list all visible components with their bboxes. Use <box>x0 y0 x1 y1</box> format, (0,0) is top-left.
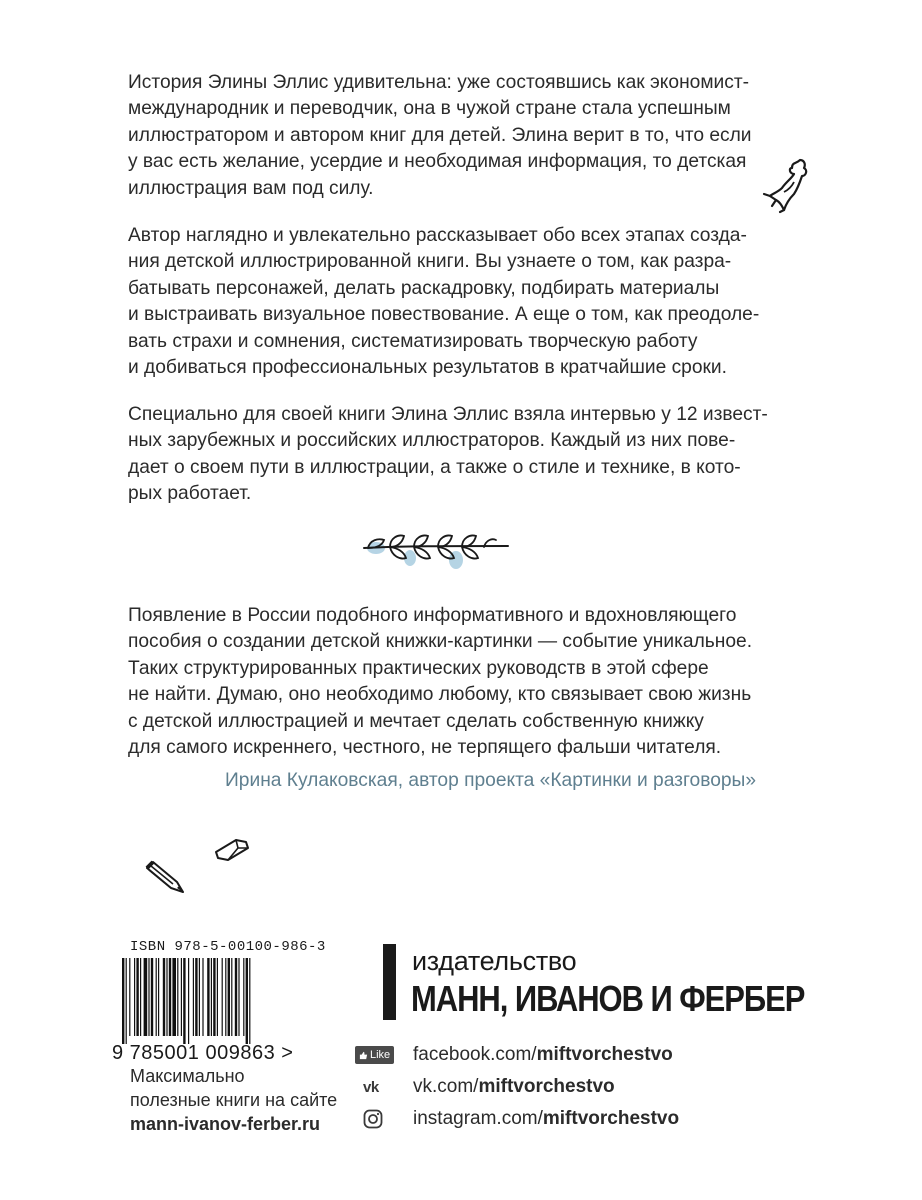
facebook-handle: miftvorchestvo <box>536 1044 673 1065</box>
quote-paragraph <box>128 603 768 761</box>
text-line: для самого искреннего, честного, не терпящего фальши читателя. <box>128 737 722 759</box>
text-line: у вас есть желание, усердие и необходимая информация, то детская <box>128 151 747 173</box>
text-line: Специально для своей книги Элина Эллис взяла интервью у 12 извест- <box>128 404 768 425</box>
text-line: ния детской иллюстрированной книги. Вы узнаете о том, как разра- <box>128 251 732 273</box>
vk-link[interactable] <box>355 1076 615 1098</box>
text-line: иллюстрация вам под силу. <box>128 177 374 199</box>
text-line: Таких структурированных практических руководств в этой сфере <box>128 657 709 679</box>
intro-paragraph <box>128 70 768 202</box>
overview-paragraph <box>128 223 768 381</box>
text-line: вать страхи и сомнения, систематизировать творческую работу <box>128 330 698 352</box>
quote-author: Ирина Кулаковская, автор проекта «Картинки и разговоры» <box>225 770 756 791</box>
text-line: Автор наглядно и увлекательно рассказывает обо всех этапах созда- <box>128 225 747 246</box>
instagram-link[interactable] <box>355 1108 679 1130</box>
instagram-handle: miftvorchestvo <box>542 1108 680 1129</box>
instagram-icon <box>363 1109 383 1129</box>
facebook-url-prefix: facebook.com/ <box>413 1044 537 1065</box>
barcode-image <box>118 958 294 1044</box>
text-line: международник и переводчик, она в чужой стране стала успешным <box>128 98 731 120</box>
publisher-label: издательство <box>412 946 577 976</box>
text-line: не найти. Думаю, оно необходимо любому, кто связывает свою жизнь <box>128 684 752 706</box>
facebook-link[interactable] <box>355 1044 673 1066</box>
isbn-label: ISBN 978-5-00100-986-3 <box>130 939 326 955</box>
interviews-paragraph <box>128 402 768 508</box>
text-line: и добиваться профессиональных результатов в кратчайшие сроки. <box>128 357 727 379</box>
site-promo <box>130 1064 337 1136</box>
text-line: Появление в России подобного информативного и вдохновляющего <box>128 605 737 626</box>
publisher-name: МАНН, ИВАНОВ И ФЕРБЕР <box>411 978 805 1019</box>
promo-line: полезные книги на сайте <box>130 1090 338 1110</box>
text-line: и выстраивать визуальное повествование. А еще о том, как преодоле- <box>128 304 760 326</box>
text-line: пособия о создании детской книжки-картинки — событие уникальное. <box>128 631 753 653</box>
publisher-bracket-logo <box>383 944 396 1020</box>
text-line: с детской иллюстрацией и мечтает сделать собственную книжку <box>128 710 704 732</box>
text-line: батывать персонажей, делать раскадровку, подбирать материалы <box>128 277 720 299</box>
facebook-like-icon <box>355 1046 394 1064</box>
sprig-divider-icon <box>360 528 510 572</box>
barcode-digits: 9 785001 009863 > <box>112 1042 294 1064</box>
text-line: иллюстратором и автором книг для детей. Элина верит в то, что если <box>128 124 752 146</box>
instagram-url-prefix: instagram.com/ <box>413 1108 543 1129</box>
pencil-doodle-icon <box>143 860 187 896</box>
text-line: ных зарубежных и российских иллюстраторов. Каждый из них пове- <box>128 430 736 452</box>
facebook-like-label: Like <box>370 1049 391 1061</box>
site-url-link[interactable]: mann-ivanov-ferber.ru <box>130 1114 321 1134</box>
vk-url-prefix: vk.com/ <box>413 1076 479 1097</box>
vk-icon: vk <box>363 1078 379 1096</box>
eraser-doodle-icon <box>212 834 252 862</box>
flower-doodle-icon <box>762 156 814 214</box>
promo-line: Максимально <box>130 1066 245 1086</box>
text-line: рых работает. <box>128 483 252 505</box>
text-line: дает о своем пути в иллюстрации, а также о стиле и технике, в кото- <box>128 456 741 478</box>
text-line: История Элины Эллис удивительна: уже состоявшись как экономист- <box>128 72 750 93</box>
vk-handle: miftvorchestvo <box>478 1076 615 1097</box>
